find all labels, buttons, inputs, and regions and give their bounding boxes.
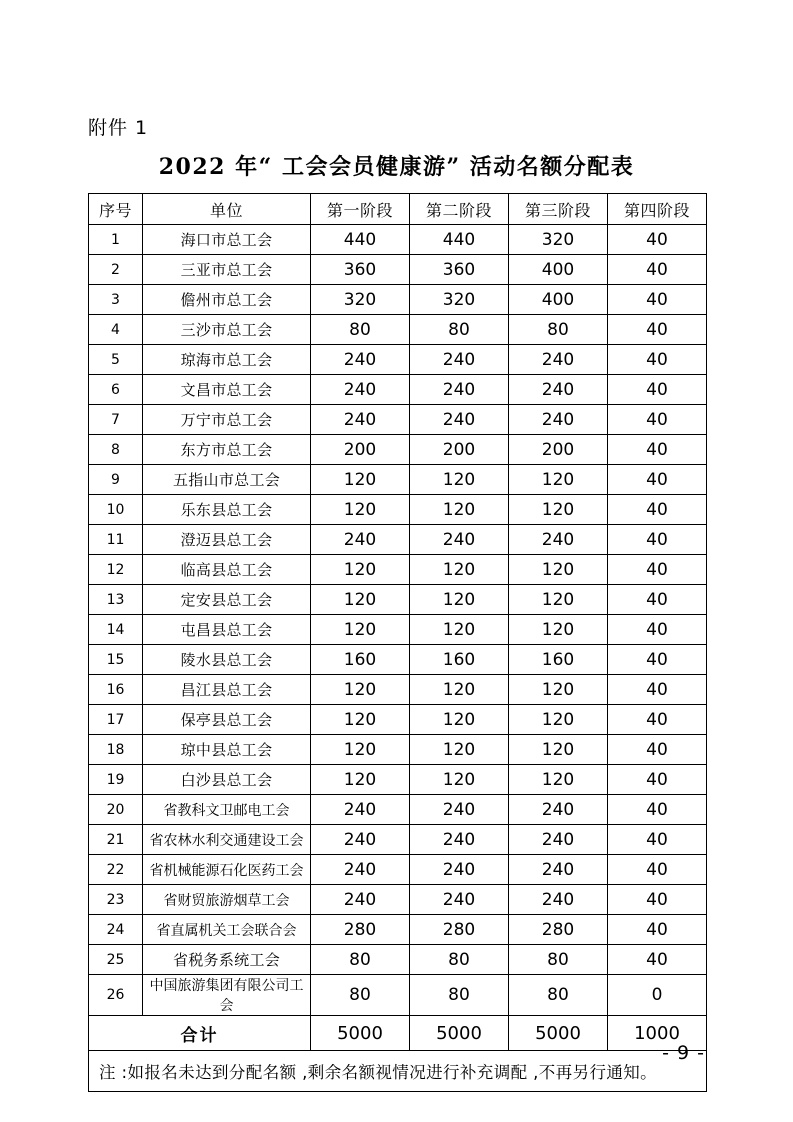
table-row — [89, 375, 707, 405]
cell-index: 24 — [89, 915, 143, 945]
cell-phase-2: 440 — [410, 225, 509, 255]
cell-phase-2: 120 — [410, 585, 509, 615]
cell-unit: 保亭县总工会 — [143, 705, 311, 735]
cell-index: 26 — [89, 975, 143, 1016]
cell-phase-4: 40 — [608, 585, 707, 615]
cell-index: 5 — [89, 345, 143, 375]
cell-phase-1: 120 — [311, 615, 410, 645]
cell-index: 11 — [89, 525, 143, 555]
cell-phase-2: 240 — [410, 345, 509, 375]
cell-phase-1: 120 — [311, 765, 410, 795]
cell-unit: 儋州市总工会 — [143, 285, 311, 315]
table-row — [89, 525, 707, 555]
cell-index: 7 — [89, 405, 143, 435]
cell-phase-3: 240 — [509, 825, 608, 855]
cell-phase-3: 120 — [509, 555, 608, 585]
cell-phase-4: 40 — [608, 615, 707, 645]
cell-phase-3: 240 — [509, 855, 608, 885]
cell-phase-2: 240 — [410, 825, 509, 855]
column-header-phase-2: 第二阶段 — [410, 194, 509, 225]
cell-phase-3: 120 — [509, 495, 608, 525]
cell-phase-1: 120 — [311, 495, 410, 525]
table-row — [89, 255, 707, 285]
cell-phase-1: 240 — [311, 345, 410, 375]
cell-phase-1: 440 — [311, 225, 410, 255]
cell-phase-3: 200 — [509, 435, 608, 465]
cell-phase-4: 40 — [608, 735, 707, 765]
cell-phase-4: 40 — [608, 795, 707, 825]
cell-phase-4: 40 — [608, 555, 707, 585]
cell-phase-3: 120 — [509, 705, 608, 735]
cell-unit: 三亚市总工会 — [143, 255, 311, 285]
table-note: 注 :如报名未达到分配名额 ,剩余名额视情况进行补充调配 ,不再另行通知。 — [89, 1051, 707, 1092]
cell-phase-2: 240 — [410, 405, 509, 435]
cell-index: 13 — [89, 585, 143, 615]
table-row — [89, 555, 707, 585]
cell-index: 3 — [89, 285, 143, 315]
page-number: - 9 - — [662, 1042, 705, 1064]
cell-phase-2: 120 — [410, 675, 509, 705]
cell-phase-1: 120 — [311, 735, 410, 765]
cell-phase-3: 80 — [509, 975, 608, 1016]
table-header-row — [89, 194, 707, 225]
cell-unit: 白沙县总工会 — [143, 765, 311, 795]
table-row — [89, 735, 707, 765]
cell-phase-3: 240 — [509, 885, 608, 915]
allocation-table — [88, 193, 707, 1092]
cell-phase-2: 120 — [410, 705, 509, 735]
column-header-unit: 单位 — [143, 194, 311, 225]
cell-unit: 省教科文卫邮电工会 — [143, 795, 311, 825]
cell-phase-4: 40 — [608, 945, 707, 975]
cell-unit: 澄迈县总工会 — [143, 525, 311, 555]
cell-phase-4: 40 — [608, 825, 707, 855]
cell-index: 21 — [89, 825, 143, 855]
cell-index: 16 — [89, 675, 143, 705]
total-phase-4: 1000 — [608, 1016, 707, 1051]
cell-phase-4: 40 — [608, 525, 707, 555]
cell-index: 8 — [89, 435, 143, 465]
cell-unit: 临高县总工会 — [143, 555, 311, 585]
cell-phase-3: 240 — [509, 375, 608, 405]
table-row — [89, 285, 707, 315]
cell-phase-4: 40 — [608, 435, 707, 465]
table-row — [89, 645, 707, 675]
cell-index: 4 — [89, 315, 143, 345]
cell-unit: 东方市总工会 — [143, 435, 311, 465]
cell-phase-1: 240 — [311, 525, 410, 555]
cell-phase-2: 120 — [410, 615, 509, 645]
table-row — [89, 435, 707, 465]
cell-phase-4: 0 — [608, 975, 707, 1016]
cell-unit: 昌江县总工会 — [143, 675, 311, 705]
cell-unit: 省直属机关工会联合会 — [143, 915, 311, 945]
cell-phase-4: 40 — [608, 285, 707, 315]
cell-phase-3: 120 — [509, 465, 608, 495]
cell-index: 15 — [89, 645, 143, 675]
cell-phase-3: 240 — [509, 795, 608, 825]
cell-phase-2: 240 — [410, 855, 509, 885]
cell-unit: 琼海市总工会 — [143, 345, 311, 375]
cell-phase-2: 80 — [410, 315, 509, 345]
cell-phase-2: 240 — [410, 525, 509, 555]
cell-phase-3: 280 — [509, 915, 608, 945]
cell-unit: 万宁市总工会 — [143, 405, 311, 435]
cell-unit: 陵水县总工会 — [143, 645, 311, 675]
cell-phase-1: 240 — [311, 855, 410, 885]
column-header-phase-3: 第三阶段 — [509, 194, 608, 225]
cell-phase-1: 80 — [311, 975, 410, 1016]
cell-index: 18 — [89, 735, 143, 765]
cell-phase-4: 40 — [608, 915, 707, 945]
cell-index: 25 — [89, 945, 143, 975]
cell-phase-1: 120 — [311, 705, 410, 735]
cell-phase-3: 320 — [509, 225, 608, 255]
table-row — [89, 795, 707, 825]
cell-phase-4: 40 — [608, 225, 707, 255]
cell-phase-4: 40 — [608, 645, 707, 675]
cell-index: 20 — [89, 795, 143, 825]
cell-phase-4: 40 — [608, 705, 707, 735]
table-row — [89, 825, 707, 855]
cell-unit: 省税务系统工会 — [143, 945, 311, 975]
cell-phase-4: 40 — [608, 675, 707, 705]
cell-phase-1: 120 — [311, 465, 410, 495]
cell-phase-2: 200 — [410, 435, 509, 465]
cell-phase-3: 120 — [509, 675, 608, 705]
table-row — [89, 705, 707, 735]
cell-index: 10 — [89, 495, 143, 525]
cell-phase-1: 120 — [311, 555, 410, 585]
cell-phase-2: 240 — [410, 375, 509, 405]
table-row — [89, 675, 707, 705]
cell-index: 14 — [89, 615, 143, 645]
cell-unit: 省农林水利交通建设工会 — [143, 825, 311, 855]
cell-phase-2: 120 — [410, 735, 509, 765]
cell-phase-4: 40 — [608, 495, 707, 525]
cell-phase-3: 120 — [509, 615, 608, 645]
cell-unit: 定安县总工会 — [143, 585, 311, 615]
table-row — [89, 465, 707, 495]
table-row — [89, 495, 707, 525]
cell-phase-3: 120 — [509, 585, 608, 615]
table-row — [89, 885, 707, 915]
cell-phase-1: 200 — [311, 435, 410, 465]
cell-phase-1: 240 — [311, 405, 410, 435]
cell-unit: 琼中县总工会 — [143, 735, 311, 765]
cell-phase-2: 120 — [410, 495, 509, 525]
cell-phase-3: 240 — [509, 345, 608, 375]
cell-index: 23 — [89, 885, 143, 915]
table-row — [89, 915, 707, 945]
column-header-phase-4: 第四阶段 — [608, 194, 707, 225]
cell-phase-2: 80 — [410, 975, 509, 1016]
total-phase-3: 5000 — [509, 1016, 608, 1051]
cell-phase-3: 240 — [509, 525, 608, 555]
cell-phase-2: 120 — [410, 465, 509, 495]
cell-phase-1: 160 — [311, 645, 410, 675]
cell-phase-3: 120 — [509, 765, 608, 795]
table-row — [89, 345, 707, 375]
cell-phase-1: 240 — [311, 375, 410, 405]
cell-index: 6 — [89, 375, 143, 405]
cell-index: 19 — [89, 765, 143, 795]
cell-phase-4: 40 — [608, 315, 707, 345]
column-header-index: 序号 — [89, 194, 143, 225]
cell-phase-4: 40 — [608, 765, 707, 795]
cell-phase-2: 320 — [410, 285, 509, 315]
cell-phase-1: 280 — [311, 915, 410, 945]
cell-unit: 乐东县总工会 — [143, 495, 311, 525]
cell-phase-1: 240 — [311, 795, 410, 825]
cell-index: 12 — [89, 555, 143, 585]
cell-phase-1: 240 — [311, 885, 410, 915]
page-title: 2022 年“ 工会会员健康游” 活动名额分配表 — [158, 154, 635, 180]
table-row — [89, 855, 707, 885]
cell-unit: 中国旅游集团有限公司工会 — [143, 975, 311, 1016]
cell-phase-1: 360 — [311, 255, 410, 285]
table-row — [89, 225, 707, 255]
cell-phase-1: 120 — [311, 675, 410, 705]
table-row — [89, 945, 707, 975]
cell-phase-3: 160 — [509, 645, 608, 675]
cell-phase-4: 40 — [608, 375, 707, 405]
table-row — [89, 615, 707, 645]
cell-phase-3: 400 — [509, 255, 608, 285]
total-label: 合计 — [89, 1016, 311, 1051]
cell-unit: 五指山市总工会 — [143, 465, 311, 495]
table-row — [89, 315, 707, 345]
cell-index: 22 — [89, 855, 143, 885]
cell-phase-4: 40 — [608, 465, 707, 495]
cell-index: 1 — [89, 225, 143, 255]
cell-phase-2: 280 — [410, 915, 509, 945]
total-phase-2: 5000 — [410, 1016, 509, 1051]
cell-phase-1: 320 — [311, 285, 410, 315]
cell-phase-2: 360 — [410, 255, 509, 285]
cell-unit: 三沙市总工会 — [143, 315, 311, 345]
column-header-phase-1: 第一阶段 — [311, 194, 410, 225]
table-row — [89, 585, 707, 615]
cell-phase-3: 80 — [509, 315, 608, 345]
cell-phase-2: 240 — [410, 795, 509, 825]
cell-phase-3: 120 — [509, 735, 608, 765]
cell-phase-3: 80 — [509, 945, 608, 975]
cell-index: 2 — [89, 255, 143, 285]
cell-phase-2: 240 — [410, 885, 509, 915]
cell-index: 17 — [89, 705, 143, 735]
cell-phase-1: 80 — [311, 945, 410, 975]
cell-phase-4: 40 — [608, 885, 707, 915]
cell-unit: 省财贸旅游烟草工会 — [143, 885, 311, 915]
table-row — [89, 975, 707, 1016]
cell-phase-3: 240 — [509, 405, 608, 435]
table-row — [89, 765, 707, 795]
cell-phase-1: 80 — [311, 315, 410, 345]
cell-phase-4: 40 — [608, 345, 707, 375]
cell-phase-3: 400 — [509, 285, 608, 315]
cell-phase-1: 120 — [311, 585, 410, 615]
cell-index: 9 — [89, 465, 143, 495]
cell-phase-4: 40 — [608, 255, 707, 285]
total-phase-1: 5000 — [311, 1016, 410, 1051]
cell-phase-1: 240 — [311, 825, 410, 855]
cell-phase-2: 120 — [410, 555, 509, 585]
table-row — [89, 405, 707, 435]
cell-unit: 文昌市总工会 — [143, 375, 311, 405]
cell-unit: 海口市总工会 — [143, 225, 311, 255]
cell-unit: 省机械能源石化医药工会 — [143, 855, 311, 885]
cell-phase-2: 80 — [410, 945, 509, 975]
attachment-label: 附件 1 — [88, 117, 149, 139]
cell-phase-2: 160 — [410, 645, 509, 675]
cell-unit: 屯昌县总工会 — [143, 615, 311, 645]
cell-phase-4: 40 — [608, 405, 707, 435]
cell-phase-4: 40 — [608, 855, 707, 885]
cell-phase-2: 120 — [410, 765, 509, 795]
